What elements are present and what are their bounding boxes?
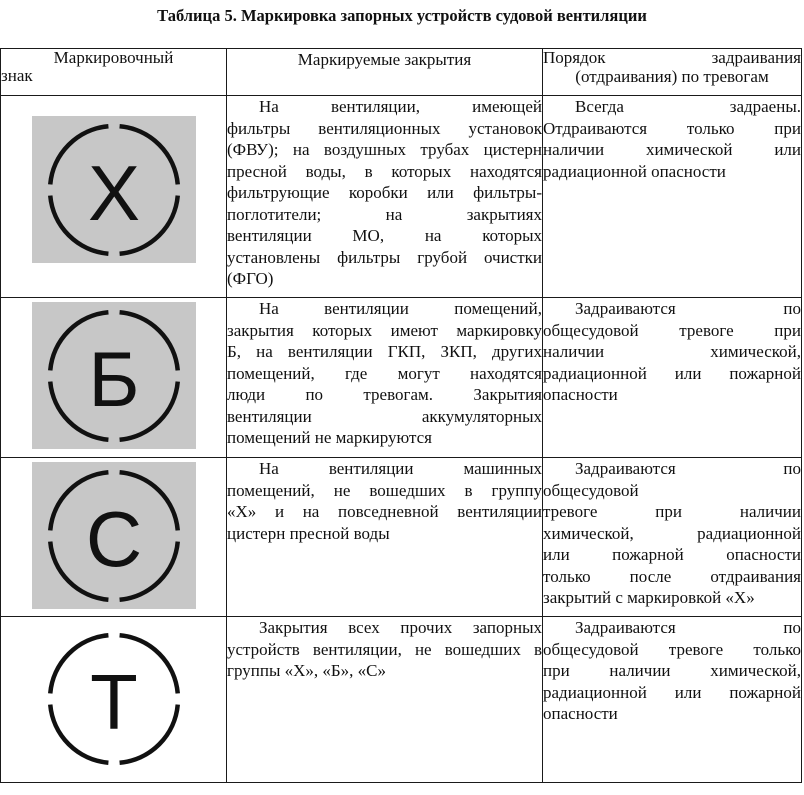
closures-line: На вентиляции, имеющей xyxy=(259,97,542,116)
order-line: тревоге при наличии xyxy=(543,502,801,521)
closures-line: Закрытия всех прочих запорных xyxy=(259,618,542,637)
sign-cell xyxy=(1,617,227,783)
order-line: только после отдраивания xyxy=(543,566,801,586)
closures-line: На вентиляции машинных xyxy=(259,459,542,478)
closures-cell xyxy=(227,458,543,617)
closures-line: пресной воды, в которых находятся xyxy=(227,161,542,181)
order-line: радиационной опасности xyxy=(543,161,726,181)
closures-cell xyxy=(227,617,543,783)
order-cell xyxy=(543,298,802,458)
sign-cell xyxy=(1,298,227,458)
closures-line: фильтрующие коробки или фильтры- xyxy=(227,183,542,202)
marking-sign-kh-icon xyxy=(32,116,196,263)
table-row xyxy=(1,458,802,617)
sign-letter: Б xyxy=(87,335,140,423)
closures-line: (ФГО) xyxy=(227,269,274,288)
order-line: опасности xyxy=(543,704,618,723)
order-line: Отдраиваются только при xyxy=(543,118,801,138)
table-row xyxy=(1,617,802,783)
order-line: при наличии химической, xyxy=(543,661,801,680)
marking-table xyxy=(0,48,802,783)
header-sign-line2: знак xyxy=(1,66,33,85)
header-closures: Маркируемые закрытия xyxy=(227,49,543,96)
header-order xyxy=(543,49,802,96)
marking-sign-s-icon xyxy=(32,462,196,609)
closures-line: Б, на вентиляции ГКП, ЗКП, других xyxy=(227,342,542,361)
closures-line: (ФВУ); на воздушных трубах цистерн xyxy=(227,140,542,159)
closures-line: помещений, где могут находятся xyxy=(227,363,542,383)
marking-sign-t-icon xyxy=(32,625,196,772)
sign-cell xyxy=(1,458,227,617)
order-line: общесудовой тревоге только xyxy=(543,639,801,659)
closures-line: установлены фильтры грубой очистки xyxy=(227,247,542,267)
table-row xyxy=(1,96,802,298)
closures-line: вентиляции МО, на которых xyxy=(227,226,542,245)
sign-letter: С xyxy=(85,495,142,583)
order-line: радиационной или пожарной xyxy=(543,363,801,383)
order-line: опасности xyxy=(543,385,618,404)
header-row xyxy=(1,49,802,96)
closures-cell xyxy=(227,96,543,298)
order-line: закрытий с маркировкой «Х» xyxy=(543,588,755,607)
order-line: химической, радиационной xyxy=(543,523,801,543)
sign-cell xyxy=(1,96,227,298)
order-line: радиационной или пожарной xyxy=(543,682,801,702)
table-row xyxy=(1,298,802,458)
order-line: наличии химической, xyxy=(543,342,801,361)
order-line: Задраиваются по xyxy=(575,299,801,318)
order-line: Задраиваются по xyxy=(575,459,801,478)
order-cell xyxy=(543,617,802,783)
order-line: общесудовой тревоге при xyxy=(543,320,801,340)
order-line: Задраиваются по xyxy=(575,618,801,637)
closures-line: фильтры вентиляционных установок xyxy=(227,118,542,138)
closures-line: группы «Х», «Б», «С» xyxy=(227,661,386,680)
page-title: Таблица 5. Маркировка запорных устройств судовой вентиляции xyxy=(157,6,647,25)
header-sign xyxy=(1,49,227,96)
sign-letter: Х xyxy=(87,149,140,237)
order-line: или пожарной опасности xyxy=(543,545,801,564)
closures-line: закрытия которых имеют маркировку xyxy=(227,320,542,340)
order-line: общесудовой xyxy=(543,480,639,500)
sign-letter: Т xyxy=(89,658,138,746)
order-line: Всегда задраены. xyxy=(575,97,801,116)
order-cell xyxy=(543,96,802,298)
closures-line: вентиляции аккумуляторных xyxy=(227,406,542,426)
closures-line: поглотители; на закрытиях xyxy=(227,204,542,224)
header-order-line2: (отдраивания) по тревогам xyxy=(575,66,769,86)
order-cell xyxy=(543,458,802,617)
closures-line: помещений не маркируются xyxy=(227,428,432,447)
header-order-line1: Порядок задраивания xyxy=(543,48,801,67)
header-sign-line1: Маркировочный xyxy=(53,48,174,67)
closures-line: устройств вентиляции, не вошедших в xyxy=(227,639,542,659)
closures-cell xyxy=(227,298,543,458)
closures-line: «Х» и на повседневной вентиляции xyxy=(227,502,542,521)
marking-sign-b-icon xyxy=(32,302,196,449)
order-line: наличии химической или xyxy=(543,140,801,159)
closures-line: помещений, не вошедших в группу xyxy=(227,480,542,500)
closures-line: люди по тревогам. Закрытия xyxy=(227,385,542,404)
closures-line: На вентиляции помещений, xyxy=(259,299,542,318)
closures-line: цистерн пресной воды xyxy=(227,523,390,543)
